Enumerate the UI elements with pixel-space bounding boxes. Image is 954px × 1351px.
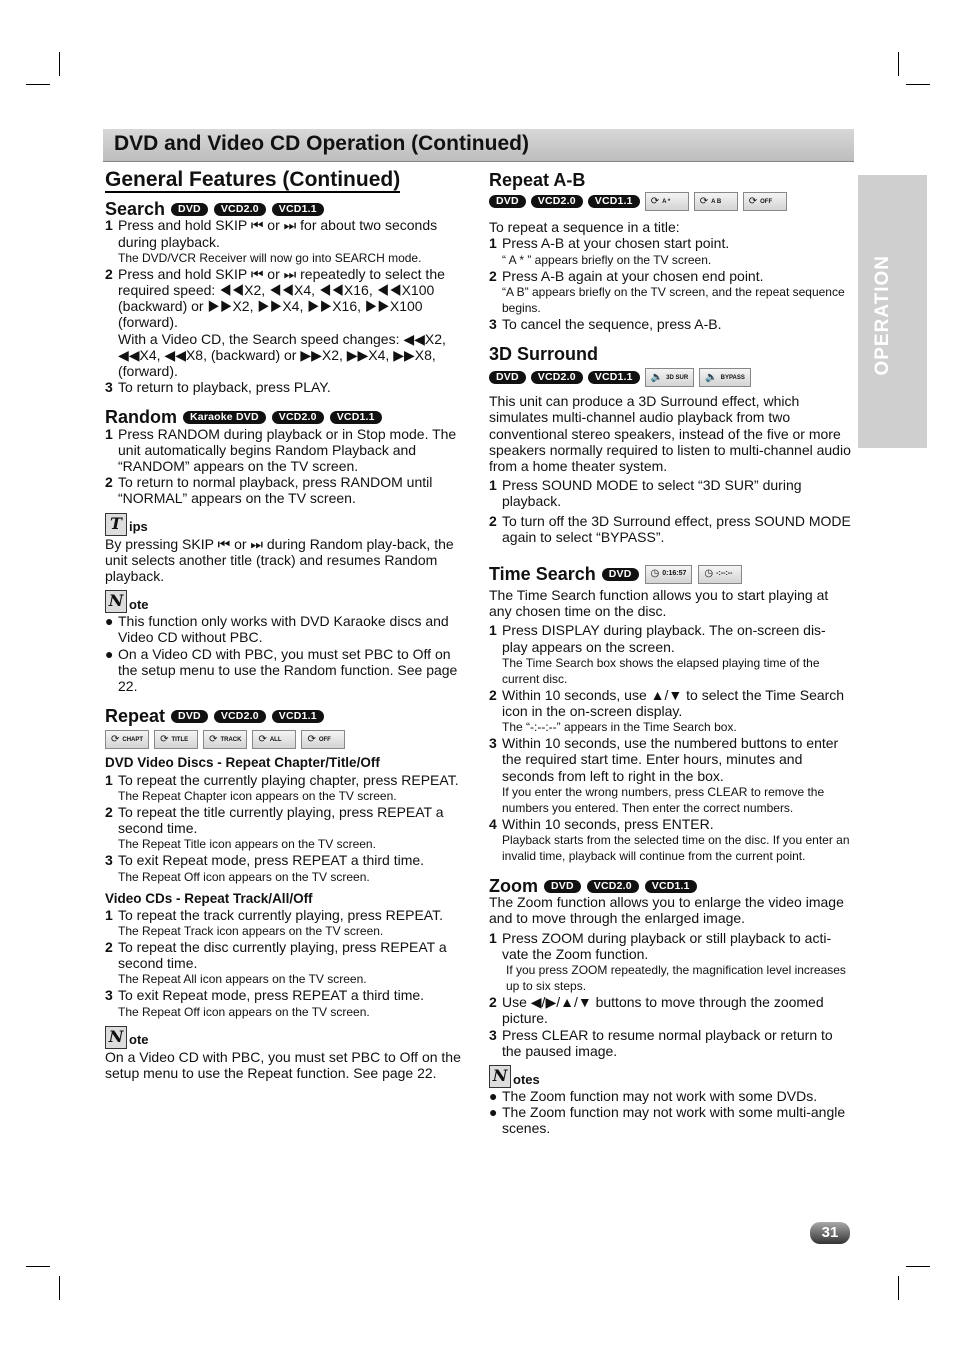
note-bullet: ● This function only works with DVD Karaoke discs and Video CD without PBC. (105, 613, 449, 646)
repeat-ab-icon: ⟳ A B (694, 192, 738, 211)
surround-heading: 3D Surround (489, 344, 599, 365)
right-column: Repeat A-B DVD VCD2.0 VCD1.1 ⟳ A * ⟳ A B ⟳ OFF To repeat a sequence in a title: 1 Press A-B at your chosen start point. “ A * ” appears briefly on the TV screen. 2 Press A-B again at your chosen end point. “A B” appears briefly on the TV screen, and the repeat sequence begins. 3 To cancel the sequence, press A-B. 3D Surround DVD VCD2.0 VCD1.1 🔈 3D SUR 🔈 BYPASS This unit can produce a 3D Surround effect, which simulates multi-channel audio playback from two conventional stereo speakers, instead of the five or more speakers normally required to listen to multi-channel audio from a home theater system. 1 Press SOUND MODE to select “3D SUR” during playback. 2 To turn off the 3D Surround effect, press SOUND MODE again to select “BYPASS”. Time Search DVD ◷ 0:16:57 ◷ -:--:-- The Time Search function allows you to start playing at any chosen time on the disc. 1 Press DISPLAY during playback. The on-screen dis-play appears on the screen. The Time Search box shows the elapsed playing time of the current disc. 2 Within 10 seconds, use ▲/▼ to select the Time Search icon in the on-screen display. The “-:--:--” appears in the Time Search box. 3 Within 10 seconds, use the numbered buttons to enter the required start time. Enter hours, minutes and seconds from left to right in the box. If you enter the wrong numbers, press CLEAR to remove the numbers you entered. Then enter the correct numbers. 4 Within 10 seconds, press ENTER. Playback starts from the selected time on the disc. If you enter an invalid time, playback will continue from the current point. Zoom DVD VCD2.0 VCD1.1 The Zoom function allows you to enlarge the video image and to move through the enlarged image. 1 Press ZOOM during playback or still playback to acti-vate the Zoom function. If you press ZOOM repeatedly, the magnification level increases up to six steps. 2 Use ◀/▶/▲/▼ buttons to move through the zoomed picture. 3 Press CLEAR to resume normal playback or return to the paused image. N otes ● The Zoom function may not work with some DVDs. ● The Zoom function may not work with some multi-angle scenes. (489, 170, 851, 1137)
dvd-badge: DVD (489, 371, 526, 384)
repeat-chapter-icon: ⟳ CHAPT (105, 730, 149, 749)
note-label: N ote (105, 590, 467, 613)
crop-mark (59, 1276, 60, 1300)
note-icon: N (489, 1065, 511, 1088)
page-header-title: DVD and Video CD Operation (Continued) (114, 132, 529, 155)
note-label: N ote (105, 1026, 467, 1049)
karaoke-dvd-badge: Karaoke DVD (183, 411, 266, 424)
section-title: General Features (Continued) (105, 172, 400, 193)
left-column: General Features (Continued) Search DVD VCD2.0 VCD1.1 1 Press and hold SKIP ⏮ or ⏭ for about two seconds during playback. The DVD/VCR Receiver will now go into SEARCH mode. 2 Press and hold SKIP ⏮ or ⏭ repeatedly to select the required speed: ◀◀X2, ◀◀X4, ◀◀X16, ◀◀X100 (backward) or ▶▶X2, ▶▶X4, ▶▶X16, ▶▶X100 (forward). With a Video CD, the Search speed changes: ◀◀X2, ◀◀X4, ◀◀X8, (backward) or ▶▶X2, ▶▶X4, ▶▶X8, (forward). 3 To return to playback, press PLAY. Random Karaoke DVD VCD2.0 VCD1.1 1 Press RANDOM during playback or in Stop mode. The unit automatically begins Random Playback and “RANDOM” appears on the TV screen. 2 To return to normal playback, press RANDOM until “NORMAL” appears on the TV screen. T ips By pressing SKIP ⏮ or ⏭ during Random play-back, the unit selects another title (track) and resumes Random playback. N ote ● This function only works with DVD Karaoke discs and Video CD without PBC. ● On a Video CD with PBC, you must set PBC to Off on the setup menu to use the Random function. See page 22. Repeat DVD VCD2.0 VCD1.1 ⟳ CHAPT ⟳ TITLE ⟳ TRACK ⟳ ALL ⟳ OFF DVD Video Discs - Repeat Chapter/Title/Off 1 To repeat the currently playing chapter, press REPEAT. The Repeat Chapter icon appears on the TV screen. 2 To repeat the title currently playing, press REPEAT a second time. The Repeat Title icon appears on the TV screen. 3 To exit Repeat mode, press REPEAT a third time. The Repeat Off icon appears on the TV screen. Video CDs - Repeat Track/All/Off 1 To repeat the track currently playing, press REPEAT. The Repeat Track icon appears on the TV screen. 2 To repeat the disc currently playing, press REPEAT a second time. The Repeat All icon appears on the TV screen. 3 To exit Repeat mode, press REPEAT a third time. The Repeat Off icon appears on the TV screen. N ote On a Video CD with PBC, you must set PBC to Off on the setup menu to use the Repeat function. See page 22. (105, 170, 467, 1081)
dvd-badge: DVD (602, 568, 639, 581)
surround-row (489, 368, 851, 387)
side-tab (858, 175, 927, 448)
crop-mark (26, 1266, 50, 1267)
note-icon: N (105, 590, 127, 613)
crop-mark (906, 84, 930, 85)
random-heading: Random Karaoke DVD VCD2.0 VCD1.1 (105, 409, 467, 425)
page-number: 31 (810, 1222, 850, 1244)
crop-mark (26, 84, 50, 85)
tips-label: T ips (105, 513, 467, 536)
vcd-repeat-subheading: Video CDs - Repeat Track/All/Off (105, 890, 313, 906)
random-step-2: 2 To return to normal playback, press RANDOM until “NORMAL” appears on the TV screen. (105, 474, 433, 507)
repeat-ab-row (489, 192, 851, 211)
vcd11-badge: VCD1.1 (588, 371, 640, 384)
crop-mark (898, 1276, 899, 1300)
random-step-1: 1 Press RANDOM during playback or in Stop mode. The unit automatically begins Random Playback and “RANDOM” appears on the TV screen. (105, 425, 457, 475)
dvd-badge: DVD (171, 203, 208, 216)
repeat-all-icon: ⟳ ALL (252, 730, 296, 749)
clock-icon: ◷ 0:16:57 (645, 565, 693, 584)
vcd11-badge: VCD1.1 (645, 880, 697, 893)
crop-mark (898, 52, 899, 76)
dvd-badge: DVD (489, 195, 526, 208)
vcd20-badge: VCD2.0 (587, 880, 639, 893)
3d-sur-icon: 🔈 3D SUR (645, 368, 694, 387)
repeat-ab-off-icon: ⟳ OFF (743, 192, 787, 211)
dvd-badge: DVD (544, 880, 581, 893)
notes-label: N otes (489, 1065, 851, 1088)
page-header-bar (103, 129, 854, 162)
search-step-3: 3 To return to playback, press PLAY. (105, 379, 331, 396)
repeat-a-icon: ⟳ A * (645, 192, 689, 211)
dvd-badge: DVD (171, 710, 208, 723)
vcd11-badge: VCD1.1 (330, 411, 382, 424)
time-search-heading: Time Search DVD ◷ 0:16:57 ◷ -:--:-- (489, 565, 851, 584)
repeat-osd-icons (105, 730, 467, 749)
vcd20-badge: VCD2.0 (214, 203, 266, 216)
vcd11-badge: VCD1.1 (588, 195, 640, 208)
clock-icon: ◷ -:--:-- (698, 565, 742, 584)
note-bullet: ● On a Video CD with PBC, you must set PBC to Off on the setup menu to use the Random function. See page 22. (105, 645, 458, 695)
note-icon: N (105, 1026, 127, 1049)
search-step-1: 1 Press and hold SKIP ⏮ or ⏭ for about two seconds during playback. The DVD/VCR Receiver will now go into SEARCH mode. (105, 217, 438, 265)
crop-mark (59, 52, 60, 76)
repeat-ab-heading: Repeat A-B (489, 170, 586, 190)
repeat-title-icon: ⟳ TITLE (154, 730, 198, 749)
vcd11-badge: VCD1.1 (272, 203, 324, 216)
vcd11-badge: VCD1.1 (272, 710, 324, 723)
bypass-icon: 🔈 BYPASS (699, 368, 751, 387)
vcd20-badge: VCD2.0 (272, 411, 324, 424)
tips-icon: T (105, 513, 127, 536)
repeat-track-icon: ⟳ TRACK (203, 730, 247, 749)
zoom-heading: Zoom DVD VCD2.0 VCD1.1 (489, 878, 851, 894)
repeat-note-text: On a Video CD with PBC, you must set PBC to Off on the setup menu to use the Repeat function. See page 22. (105, 1048, 461, 1081)
dvd-repeat-subheading: DVD Video Discs - Repeat Chapter/Title/Off (105, 755, 380, 771)
vcd20-badge: VCD2.0 (214, 710, 266, 723)
tips-text: By pressing SKIP ⏮ or ⏭ during Random play-back, the unit selects another title (track) and resumes Random playback. (105, 535, 454, 585)
repeat-heading: Repeat DVD VCD2.0 VCD1.1 (105, 708, 467, 724)
side-tab-label: OPERATION (872, 255, 893, 376)
search-heading: Search DVD VCD2.0 VCD1.1 (105, 201, 467, 217)
vcd20-badge: VCD2.0 (531, 195, 583, 208)
repeat-off-icon: ⟳ OFF (301, 730, 345, 749)
crop-mark (906, 1266, 930, 1267)
vcd20-badge: VCD2.0 (531, 371, 583, 384)
search-step-2: 2 Press and hold SKIP ⏮ or ⏭ repeatedly to select the required speed: ◀◀X2, ◀◀X4, ◀◀X16, ◀◀X100 (backward) or ▶▶X2, ▶▶X4, ▶▶X16, ▶▶X100 (forward). With a Video CD, the Search speed changes: ◀◀X2, ◀◀X4, ◀◀X8, (backward) or ▶▶X2, ▶▶X4, ▶▶X8, (forward). (105, 265, 446, 380)
